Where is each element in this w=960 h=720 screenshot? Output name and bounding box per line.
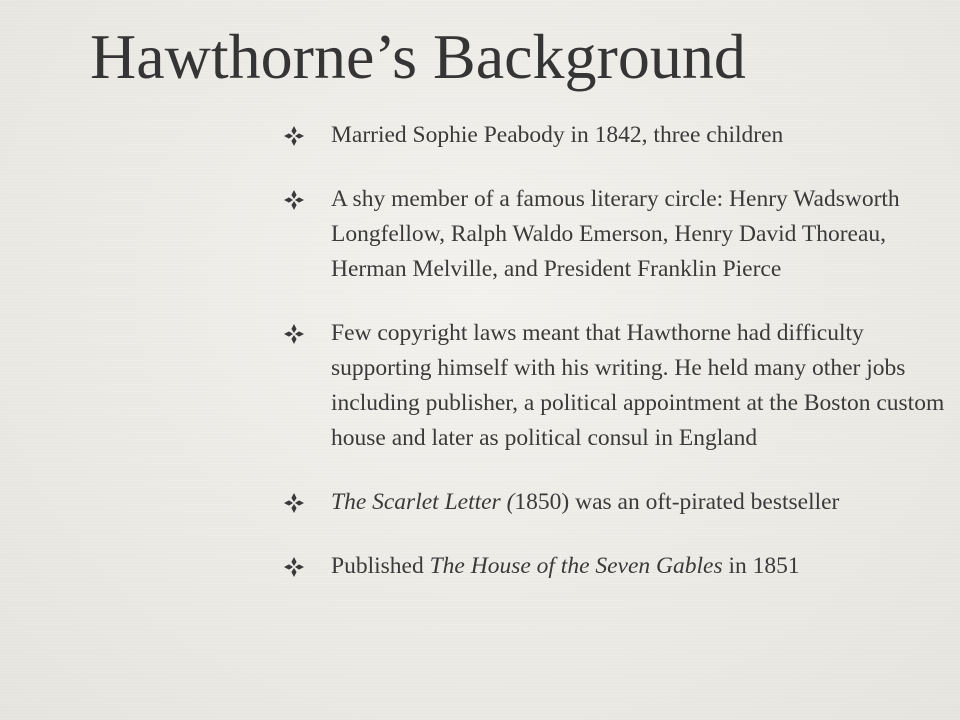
four-petal-diamond-icon [284,493,304,513]
four-petal-diamond-icon [284,190,304,210]
bullet-text: Married Sophie Peabody in 1842, three children [331,122,784,148]
bullet-text-prefix: Published [331,553,430,579]
book-title-italic: The House of the Seven Gables [429,553,723,579]
four-petal-diamond-icon [284,557,304,577]
bullet-text-suffix: in 1851 [722,553,800,579]
bullet-item [284,182,948,287]
four-petal-diamond-icon [284,126,304,146]
bullet-item [284,485,948,520]
four-petal-diamond-icon [284,324,304,344]
bullet-text: Few copyright laws meant that Hawthorne had difficulty supporting himself with his writing. He held many other jobs including publisher, a political appointment at the Boston custom house and later as political consul in England [331,320,945,451]
bullet-item [284,549,948,584]
bullet-item [284,118,948,153]
bullet-item [284,316,948,456]
bullet-text: 1850) was an oft-pirated bestseller [514,489,840,515]
slide-title: Hawthorne’s Background [90,21,746,92]
bullet-text: A shy member of a famous literary circle: Henry Wadsworth Longfellow, Ralph Waldo Emerson, Henry David Thoreau, Herman Melville, and President Franklin Pierce [331,186,900,282]
book-title-italic: The Scarlet Letter ( [331,489,515,515]
bullet-list [284,118,948,584]
